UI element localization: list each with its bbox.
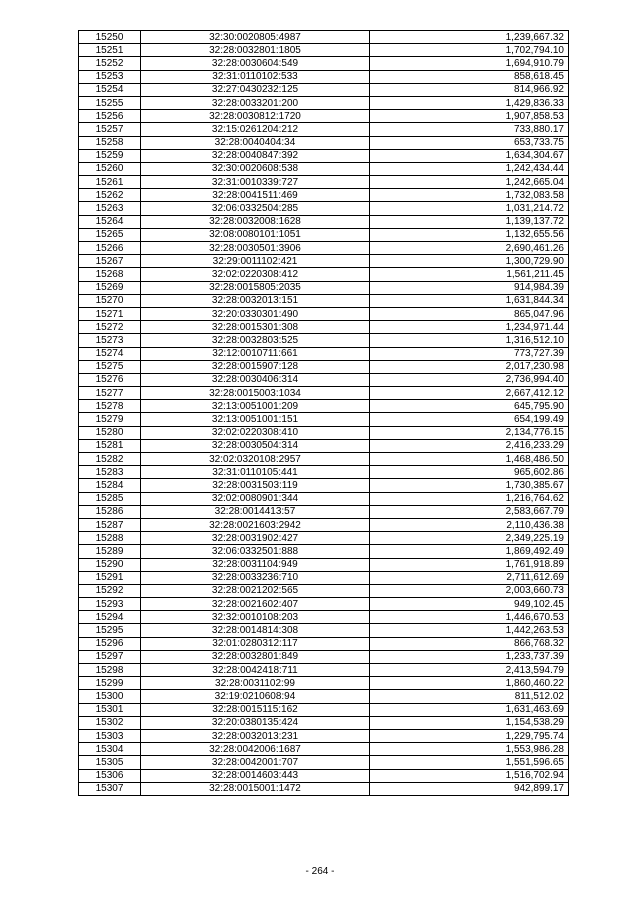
cadastral-number-cell: 32:28:0031102:99 <box>141 677 370 690</box>
cadastral-number-cell: 32:28:0040847:392 <box>141 149 370 162</box>
value-cell: 2,416,233.29 <box>370 439 569 452</box>
cadastral-number-cell: 32:28:0032008:1628 <box>141 215 370 228</box>
row-number-cell: 15307 <box>79 782 141 795</box>
cadastral-number-cell: 32:06:0332504:285 <box>141 202 370 215</box>
row-number-cell: 15252 <box>79 57 141 70</box>
cadastral-number-cell: 32:30:0020805:4987 <box>141 31 370 44</box>
table-row <box>79 255 569 268</box>
cadastral-number-cell: 32:28:0015805:2035 <box>141 281 370 294</box>
value-cell: 1,031,214.72 <box>370 202 569 215</box>
page-number: - 264 - <box>305 866 335 877</box>
row-number-cell: 15271 <box>79 307 141 320</box>
value-cell: 1,468,486.50 <box>370 453 569 466</box>
row-number-cell: 15298 <box>79 664 141 677</box>
row-number-cell: 15279 <box>79 413 141 426</box>
table-row <box>79 743 569 756</box>
row-number-cell: 15303 <box>79 729 141 742</box>
table-row <box>79 162 569 175</box>
cadastral-number-cell: 32:28:0030504:314 <box>141 439 370 452</box>
row-number-cell: 15292 <box>79 584 141 597</box>
row-number-cell: 15253 <box>79 70 141 83</box>
value-cell: 773,727.39 <box>370 347 569 360</box>
cadastral-number-cell: 32:28:0021602:407 <box>141 598 370 611</box>
value-cell: 645,795.90 <box>370 400 569 413</box>
cadastral-number-cell: 32:29:0011102:421 <box>141 255 370 268</box>
value-cell: 1,139,137.72 <box>370 215 569 228</box>
cadastral-number-cell: 32:20:0380135:424 <box>141 716 370 729</box>
cadastral-number-cell: 32:28:0030501:3906 <box>141 242 370 255</box>
cadastral-number-cell: 32:30:0020608:538 <box>141 162 370 175</box>
value-cell: 2,711,612.69 <box>370 571 569 584</box>
value-cell: 1,216,764.62 <box>370 492 569 505</box>
row-number-cell: 15260 <box>79 162 141 175</box>
row-number-cell: 15258 <box>79 136 141 149</box>
cadastral-number-cell: 32:32:0010108:203 <box>141 611 370 624</box>
table-row <box>79 756 569 769</box>
table-row <box>79 307 569 320</box>
table-row <box>79 769 569 782</box>
cadastral-number-cell: 32:06:0332501:888 <box>141 545 370 558</box>
value-cell: 1,730,385.67 <box>370 479 569 492</box>
row-number-cell: 15285 <box>79 492 141 505</box>
table-row <box>79 242 569 255</box>
value-cell: 866,768.32 <box>370 637 569 650</box>
table-row <box>79 729 569 742</box>
value-cell: 1,561,211.45 <box>370 268 569 281</box>
cadastral-number-cell: 32:20:0330301:490 <box>141 307 370 320</box>
table-row <box>79 439 569 452</box>
table-row <box>79 400 569 413</box>
row-number-cell: 15275 <box>79 360 141 373</box>
cadastral-number-cell: 32:28:0031104:949 <box>141 558 370 571</box>
row-number-cell: 15290 <box>79 558 141 571</box>
value-cell: 1,860,460.22 <box>370 677 569 690</box>
cadastral-number-cell: 32:28:0032803:525 <box>141 334 370 347</box>
value-cell: 1,631,463.69 <box>370 703 569 716</box>
table-row <box>79 149 569 162</box>
cadastral-number-cell: 32:28:0032013:151 <box>141 294 370 307</box>
cadastral-number-cell: 32:28:0031902:427 <box>141 532 370 545</box>
table-row <box>79 677 569 690</box>
table-row <box>79 466 569 479</box>
value-cell: 2,413,594.79 <box>370 664 569 677</box>
row-number-cell: 15287 <box>79 518 141 531</box>
cadastral-number-cell: 32:13:0051001:151 <box>141 413 370 426</box>
table-row <box>79 334 569 347</box>
cadastral-number-cell: 32:28:0032013:231 <box>141 729 370 742</box>
table-body <box>79 31 569 796</box>
row-number-cell: 15301 <box>79 703 141 716</box>
row-number-cell: 15288 <box>79 532 141 545</box>
row-number-cell: 15265 <box>79 228 141 241</box>
cadastral-number-cell: 32:02:0320108:2957 <box>141 453 370 466</box>
row-number-cell: 15267 <box>79 255 141 268</box>
value-cell: 1,694,910.79 <box>370 57 569 70</box>
table-row <box>79 584 569 597</box>
value-cell: 1,154,538.29 <box>370 716 569 729</box>
table-row <box>79 360 569 373</box>
cadastral-number-cell: 32:28:0031503:119 <box>141 479 370 492</box>
table-row <box>79 703 569 716</box>
table-row <box>79 637 569 650</box>
table-row <box>79 347 569 360</box>
table-row <box>79 83 569 96</box>
cadastral-number-cell: 32:28:0015003:1034 <box>141 387 370 400</box>
row-number-cell: 15269 <box>79 281 141 294</box>
cadastral-number-cell: 32:28:0033236:710 <box>141 571 370 584</box>
value-cell: 1,233,737.39 <box>370 650 569 663</box>
value-cell: 2,003,660.73 <box>370 584 569 597</box>
value-cell: 1,229,795.74 <box>370 729 569 742</box>
table-row <box>79 532 569 545</box>
table-row <box>79 492 569 505</box>
row-number-cell: 15259 <box>79 149 141 162</box>
cadastral-number-cell: 32:28:0014603:443 <box>141 769 370 782</box>
row-number-cell: 15261 <box>79 176 141 189</box>
value-cell: 2,017,230.98 <box>370 360 569 373</box>
table-row <box>79 387 569 400</box>
row-number-cell: 15286 <box>79 505 141 518</box>
row-number-cell: 15302 <box>79 716 141 729</box>
table-row <box>79 268 569 281</box>
row-number-cell: 15293 <box>79 598 141 611</box>
row-number-cell: 15289 <box>79 545 141 558</box>
cadastral-number-cell: 32:28:0032801:849 <box>141 650 370 663</box>
cadastral-number-cell: 32:28:0033201:200 <box>141 96 370 109</box>
table-row <box>79 321 569 334</box>
row-number-cell: 15299 <box>79 677 141 690</box>
cadastral-value-table <box>78 30 569 796</box>
value-cell: 949,102.45 <box>370 598 569 611</box>
row-number-cell: 15296 <box>79 637 141 650</box>
value-cell: 811,512.02 <box>370 690 569 703</box>
table-row <box>79 202 569 215</box>
value-cell: 1,239,667.32 <box>370 31 569 44</box>
value-cell: 814,966.92 <box>370 83 569 96</box>
row-number-cell: 15270 <box>79 294 141 307</box>
value-cell: 2,349,225.19 <box>370 532 569 545</box>
row-number-cell: 15282 <box>79 453 141 466</box>
value-cell: 1,316,512.10 <box>370 334 569 347</box>
value-cell: 2,667,412.12 <box>370 387 569 400</box>
cadastral-number-cell: 32:28:0030812:1720 <box>141 110 370 123</box>
value-cell: 733,880.17 <box>370 123 569 136</box>
cadastral-number-cell: 32:01:0280312:117 <box>141 637 370 650</box>
table-row <box>79 518 569 531</box>
cadastral-number-cell: 32:28:0042418:711 <box>141 664 370 677</box>
value-cell: 1,300,729.90 <box>370 255 569 268</box>
value-cell: 654,199.49 <box>370 413 569 426</box>
row-number-cell: 15264 <box>79 215 141 228</box>
table-row <box>79 664 569 677</box>
value-cell: 858,618.45 <box>370 70 569 83</box>
row-number-cell: 15304 <box>79 743 141 756</box>
table-row <box>79 545 569 558</box>
table-row <box>79 598 569 611</box>
value-cell: 1,429,836.33 <box>370 96 569 109</box>
row-number-cell: 15306 <box>79 769 141 782</box>
cadastral-number-cell: 32:28:0014814:308 <box>141 624 370 637</box>
table-row <box>79 176 569 189</box>
row-number-cell: 15272 <box>79 321 141 334</box>
cadastral-number-cell: 32:28:0014413:57 <box>141 505 370 518</box>
table-row <box>79 281 569 294</box>
value-cell: 1,702,794.10 <box>370 44 569 57</box>
row-number-cell: 15277 <box>79 387 141 400</box>
value-cell: 1,869,492.49 <box>370 545 569 558</box>
row-number-cell: 15297 <box>79 650 141 663</box>
value-cell: 1,553,986.28 <box>370 743 569 756</box>
table-row <box>79 123 569 136</box>
table-row <box>79 294 569 307</box>
cadastral-number-cell: 32:31:0110105:441 <box>141 466 370 479</box>
cadastral-number-cell: 32:28:0030406:314 <box>141 373 370 386</box>
value-cell: 1,234,971.44 <box>370 321 569 334</box>
value-cell: 2,690,461.26 <box>370 242 569 255</box>
value-cell: 1,442,263.53 <box>370 624 569 637</box>
row-number-cell: 15305 <box>79 756 141 769</box>
value-cell: 1,634,304.67 <box>370 149 569 162</box>
cadastral-number-cell: 32:02:0220308:412 <box>141 268 370 281</box>
value-cell: 2,134,776.15 <box>370 426 569 439</box>
value-cell: 1,132,655.56 <box>370 228 569 241</box>
value-cell: 653,733.75 <box>370 136 569 149</box>
table-row <box>79 44 569 57</box>
row-number-cell: 15280 <box>79 426 141 439</box>
cadastral-number-cell: 32:28:0021202:565 <box>141 584 370 597</box>
value-cell: 865,047.96 <box>370 307 569 320</box>
value-cell: 914,984.39 <box>370 281 569 294</box>
row-number-cell: 15256 <box>79 110 141 123</box>
table-row <box>79 690 569 703</box>
value-cell: 2,110,436.38 <box>370 518 569 531</box>
table-row <box>79 70 569 83</box>
table-row <box>79 558 569 571</box>
row-number-cell: 15295 <box>79 624 141 637</box>
value-cell: 2,583,667.79 <box>370 505 569 518</box>
table-row <box>79 189 569 202</box>
table-row <box>79 505 569 518</box>
table-row <box>79 782 569 795</box>
table-row <box>79 453 569 466</box>
table-row <box>79 571 569 584</box>
table-row <box>79 136 569 149</box>
value-cell: 1,761,918.89 <box>370 558 569 571</box>
value-cell: 1,631,844.34 <box>370 294 569 307</box>
row-number-cell: 15251 <box>79 44 141 57</box>
table-row <box>79 31 569 44</box>
value-cell: 965,602.86 <box>370 466 569 479</box>
value-cell: 2,736,994.40 <box>370 373 569 386</box>
cadastral-number-cell: 32:28:0021603:2942 <box>141 518 370 531</box>
row-number-cell: 15263 <box>79 202 141 215</box>
cadastral-number-cell: 32:28:0030604:549 <box>141 57 370 70</box>
cadastral-number-cell: 32:02:0080901:344 <box>141 492 370 505</box>
cadastral-number-cell: 32:12:0010711:661 <box>141 347 370 360</box>
table-row <box>79 373 569 386</box>
value-cell: 1,242,434.44 <box>370 162 569 175</box>
row-number-cell: 15262 <box>79 189 141 202</box>
row-number-cell: 15273 <box>79 334 141 347</box>
cadastral-number-cell: 32:28:0015907:128 <box>141 360 370 373</box>
row-number-cell: 15283 <box>79 466 141 479</box>
cadastral-number-cell: 32:28:0015001:1472 <box>141 782 370 795</box>
table-row <box>79 650 569 663</box>
row-number-cell: 15291 <box>79 571 141 584</box>
table-row <box>79 413 569 426</box>
cadastral-number-cell: 32:28:0015115:162 <box>141 703 370 716</box>
value-cell: 1,907,858.53 <box>370 110 569 123</box>
table-row <box>79 215 569 228</box>
cadastral-number-cell: 32:28:0041511:469 <box>141 189 370 202</box>
cadastral-number-cell: 32:28:0042006:1687 <box>141 743 370 756</box>
table-row <box>79 611 569 624</box>
cadastral-number-cell: 32:27:0430232:125 <box>141 83 370 96</box>
table-row <box>79 624 569 637</box>
cadastral-number-cell: 32:28:0040404:34 <box>141 136 370 149</box>
table-row <box>79 57 569 70</box>
table-row <box>79 426 569 439</box>
table-row <box>79 110 569 123</box>
table-row <box>79 96 569 109</box>
value-cell: 1,446,670.53 <box>370 611 569 624</box>
row-number-cell: 15294 <box>79 611 141 624</box>
row-number-cell: 15274 <box>79 347 141 360</box>
row-number-cell: 15278 <box>79 400 141 413</box>
cadastral-number-cell: 32:13:0051001:209 <box>141 400 370 413</box>
cadastral-number-cell: 32:02:0220308:410 <box>141 426 370 439</box>
row-number-cell: 15281 <box>79 439 141 452</box>
value-cell: 1,516,702.94 <box>370 769 569 782</box>
row-number-cell: 15268 <box>79 268 141 281</box>
value-cell: 1,242,665.04 <box>370 176 569 189</box>
table-row <box>79 228 569 241</box>
row-number-cell: 15266 <box>79 242 141 255</box>
row-number-cell: 15284 <box>79 479 141 492</box>
row-number-cell: 15276 <box>79 373 141 386</box>
row-number-cell: 15257 <box>79 123 141 136</box>
value-cell: 942,899.17 <box>370 782 569 795</box>
cadastral-number-cell: 32:31:0110102:533 <box>141 70 370 83</box>
cadastral-number-cell: 32:31:0010339:727 <box>141 176 370 189</box>
value-cell: 1,551,596.65 <box>370 756 569 769</box>
cadastral-number-cell: 32:28:0015301:308 <box>141 321 370 334</box>
row-number-cell: 15254 <box>79 83 141 96</box>
table-row <box>79 716 569 729</box>
row-number-cell: 15255 <box>79 96 141 109</box>
row-number-cell: 15250 <box>79 31 141 44</box>
cadastral-number-cell: 32:28:0042001:707 <box>141 756 370 769</box>
cadastral-number-cell: 32:08:0080101:1051 <box>141 228 370 241</box>
cadastral-number-cell: 32:19:0210608:94 <box>141 690 370 703</box>
row-number-cell: 15300 <box>79 690 141 703</box>
table-row <box>79 479 569 492</box>
cadastral-number-cell: 32:28:0032801:1805 <box>141 44 370 57</box>
value-cell: 1,732,083.58 <box>370 189 569 202</box>
cadastral-number-cell: 32:15:0261204:212 <box>141 123 370 136</box>
